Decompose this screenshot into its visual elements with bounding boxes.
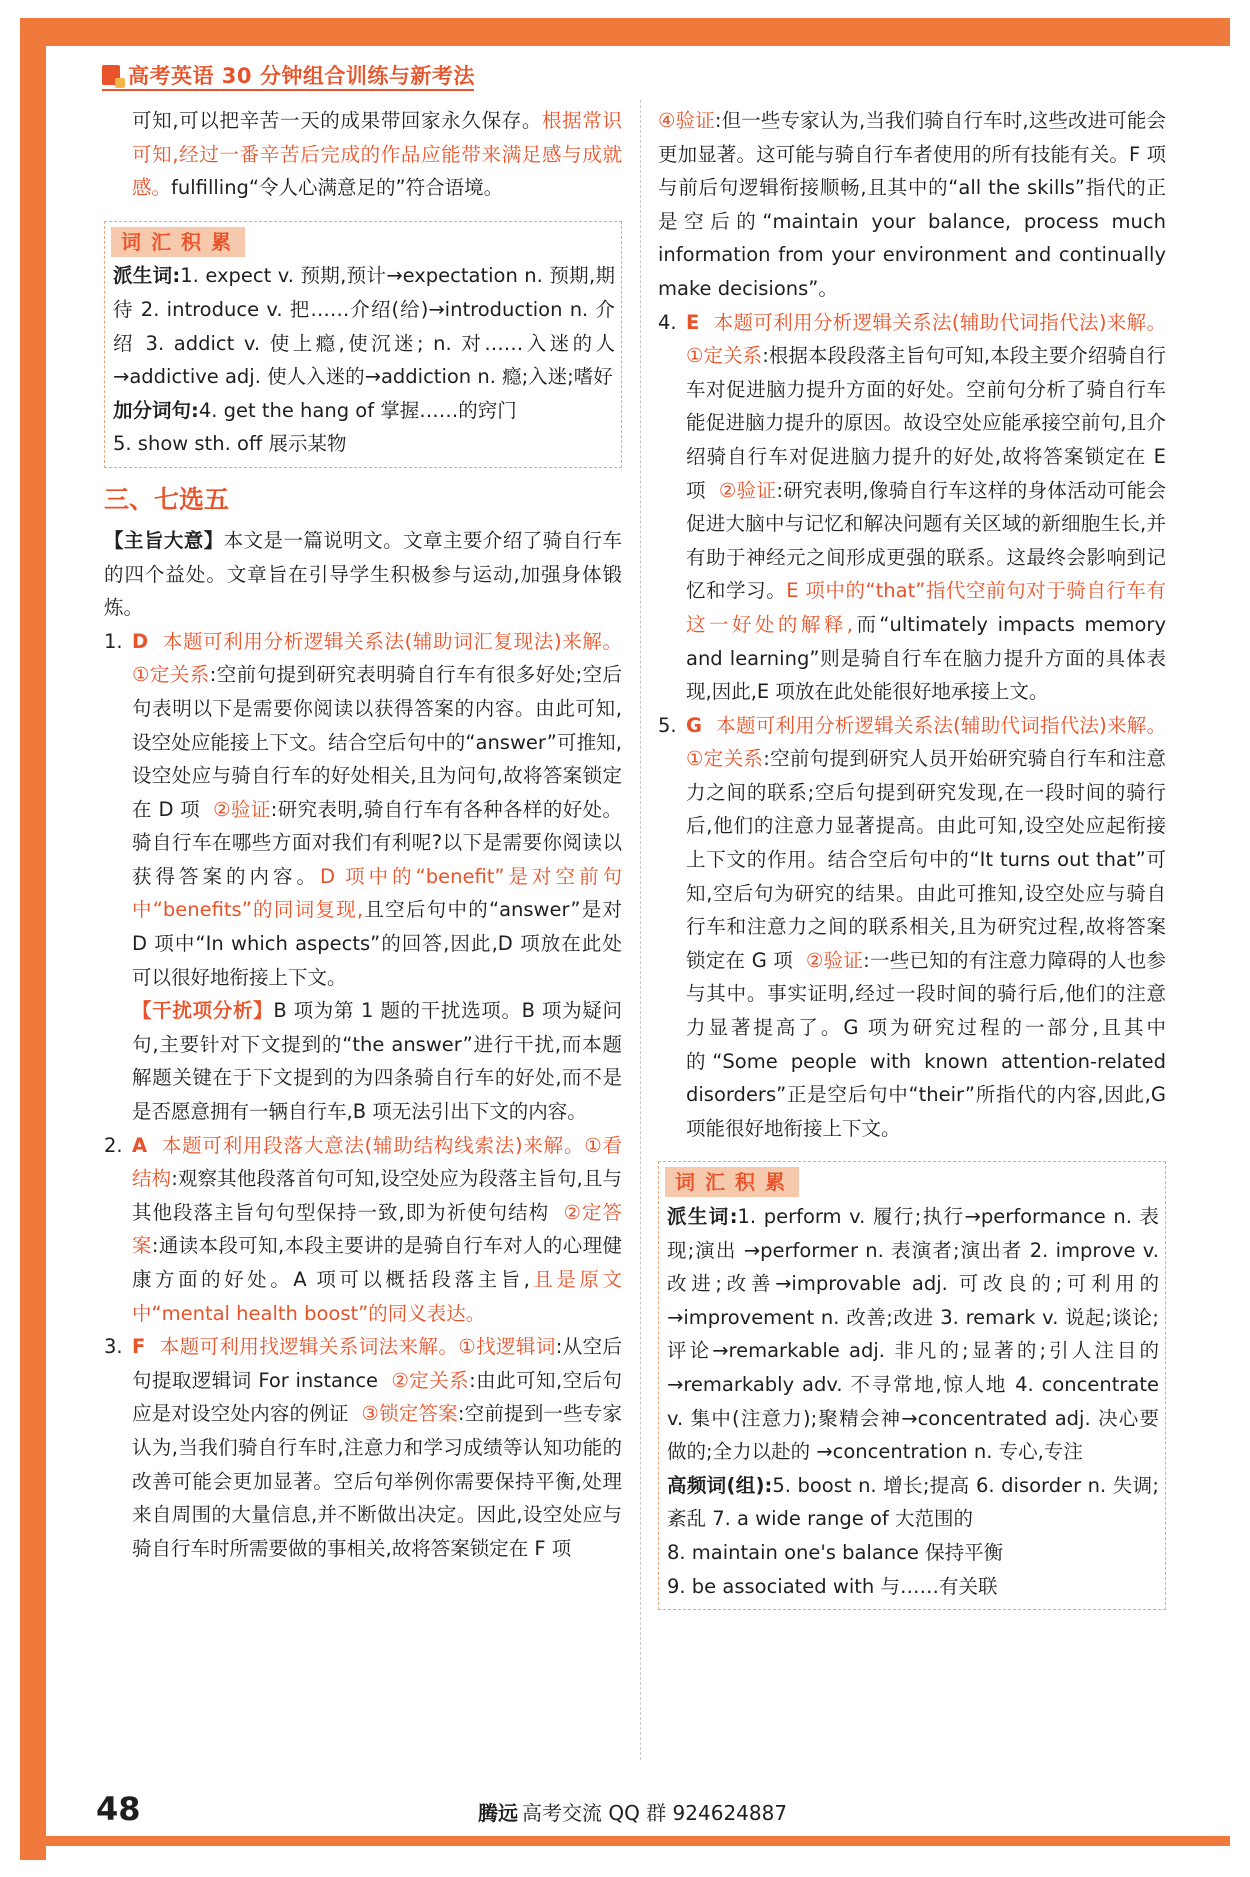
question-5: 5. G 本题可利用分析逻辑关系法(辅助代词指代法)来解。①定关系:空前句提到研究人员开始研究骑自行车和注意力之间的联系;空后句提到研究发现,在一段时间的骑行后,他们的注意力显著提高。由此可知,设空处应起衔接上下文的作用。结合空后句中的“It turns out that”可知,空后句为研究的结果。由此可推知,设空处应与骑自行车和注意力之间的联系相关,且为研究过程,故将答案锁定在 G 项 ②验证:一些已知的有注意力障碍的人也参与其中。事实证明,经过一段时间的骑行后,他们的注意力显著提高了。G 项为研究过程的一部分,且其中的“Some people with known attention-related disorders”正是空后句中“their”所指代的内容,因此,G 项能很好地衔接上下文。 [658,713,1167,1140]
book-icon [102,65,120,85]
footer-text: 腾远 高考交流 QQ 群 924624887 [478,1801,788,1825]
vocab-derived: 派生词:1. perform v. 履行;执行→performance n. 表现;演出 →performer n. 表演者;演出者 2. improve v. 改进;改善→improvable adj. 可改良的;可利用的 →improvement n. 改善;改进 3. remark v. 说起;谈论;评论→remarkable adj. 非凡的;显著的;引人注目的→remarkably adv. 不寻常地,惊人地 4. concentrate v. 集中(注意力);聚精会神→concentrated adj. 决心要做的;全力以赴的 →concentration n. 专心,专注 [667,1205,1159,1464]
summary: 【主旨大意】本文是一篇说明文。文章主要介绍了骑自行车的四个益处。文章旨在引导学生积极参与运动,加强身体锻炼。 [104,528,622,620]
header-underline [102,89,474,91]
vocab-frequent-8: 8. maintain one's balance 保持平衡 [667,1540,1004,1564]
vocab-derived: 派生词:1. expect v. 预期,预计→expectation n. 预期,期待 2. introduce v. 把……介绍(给)→introduction n. 介绍 3. addict v. 使上瘾,使沉迷; n. 对……入迷的人→addictive adj. 使人入迷的→addiction n. 瘾;入迷;嗜好 [113,264,615,389]
vocab-box-1 [104,221,622,468]
running-header [102,60,475,90]
vocab-bonus-2: 5. show sth. off 展示某物 [113,432,347,456]
section-title: 三、七选五 [104,484,230,514]
page-number: 48 [96,1790,141,1828]
vocab-frequent: 高频词(组):5. boost n. 增长;提高 6. disorder n. 失调;紊乱 7. a wide range of 大范围的 [667,1473,1159,1531]
question-1: 1. D 本题可利用分析逻辑关系法(辅助词汇复现法)来解。①定关系:空前句提到研究表明骑自行车有很多好处;空后句表明以下是需要你阅读以获得答案的内容。由此可知,设空处应能接上下文。结合空后句中的“answer”可推知,设空处应与骑自行车的好处相关,且为问句,故将答案锁定在 D 项 ②验证:研究表明,骑自行车有各种各样的好处。骑自行车在哪些方面对我们有利呢?以下是需要你阅读以获得答案的内容。D 项中的“benefit”是对空前句中“benefits”的同词复现,且空后句中的“answer”是对 D 项中“In which aspects”的回答,因此,D 项放在此处可以很好地衔接上下文。 [104,629,623,989]
vocab-tag: 词汇积累 [111,227,245,257]
vocab-box-2 [658,1161,1166,1610]
vocab-tag: 词汇积累 [665,1167,799,1197]
left-column [104,104,622,1565]
question-3: 3. F 本题可利用找逻辑关系词法来解。①找逻辑词:从空后句提取逻辑词 For instance ②定关系:由此可知,空后句应是对设空处内容的例证 ③锁定答案:空前提到一些专家认为,当我们骑自行车时,注意力和学习成绩等认知功能的改善可能会更加显著。空后句举例你需要保持平衡,处理来自周围的大量信息,并不断做出决定。因此,设空处应与骑自行车时所需要做的事相关,故将答案锁定在 F 项 [104,1335,622,1560]
footer-brand: 腾远 [478,1801,518,1825]
vocab-frequent-9: 9. be associated with 与……有关联 [667,1574,998,1598]
intro-text: 可知,可以把辛苦一天的成果带回家永久保存。根据常识可知,经过一番辛苦后完成的作品应能带来满足感与成就感。fulfilling“令人心满意足的”符合语境。 [132,109,622,200]
distractor-analysis: 【干扰项分析】B 项为第 1 题的干扰选项。B 项为疑问句,主要针对下文提到的“the answer”进行干扰,而本题解题关键在于下文提到的为四条骑自行车的好处,而不是是否愿意拥有一辆自行车,B 项无法引出下文的内容。 [132,999,622,1124]
bottom-border [20,1836,1230,1846]
question-3-continued: ④验证:但一些专家认为,当我们骑自行车时,这些改进可能会更加显著。这可能与骑自行车者使用的所有技能有关。F 项与前后句逻辑衔接顺畅,且其中的“all the skills”指代的正是空后的“maintain your balance, process much information from your environment and continually make decisions”。 [658,109,1167,300]
book-title: 高考英语 30 分钟组合训练与新考法 [128,64,475,88]
left-border [20,18,46,1860]
top-border [20,18,1230,46]
right-column [658,104,1166,1618]
question-4: 4. E 本题可利用分析逻辑关系法(辅助代词指代法)来解。①定关系:根据本段段落主旨句可知,本段主要介绍骑自行车对促进脑力提升方面的好处。空前句分析了骑自行车能促进脑力提升的原因。故设空处应能承接空前句,且介绍骑自行车对促进脑力提升的好处,故将答案锁定在 E 项 ②验证:研究表明,像骑自行车这样的身体活动可能会促进大脑中与记忆和解决问题有关区域的新细胞生长,并有助于神经元之间形成更强的联系。这最终会影响到记忆和学习。E 项中的“that”指代空前句对于骑自行车有这一好处的解释,而“ultimately impacts memory and learning”则是骑自行车在脑力提升方面的具体表现,因此,E 项放在此处能很好地承接上文。 [658,310,1166,704]
vocab-bonus: 加分词句:4. get the hang of 掌握……的窍门 [113,398,517,422]
question-2: 2. A 本题可利用段落大意法(辅助结构线索法)来解。①看结构:观察其他段落首句可知,设空处应为段落主旨句,且与其他段落主旨句句型保持一致,即为祈使句结构 ②定答案:通读本段可知,本段主要讲的是骑自行车对人的心理健康方面的好处。A 项可以概括段落主旨,且是原文中“mental health boost”的同义表达。 [104,1133,622,1325]
column-divider [640,100,641,1760]
